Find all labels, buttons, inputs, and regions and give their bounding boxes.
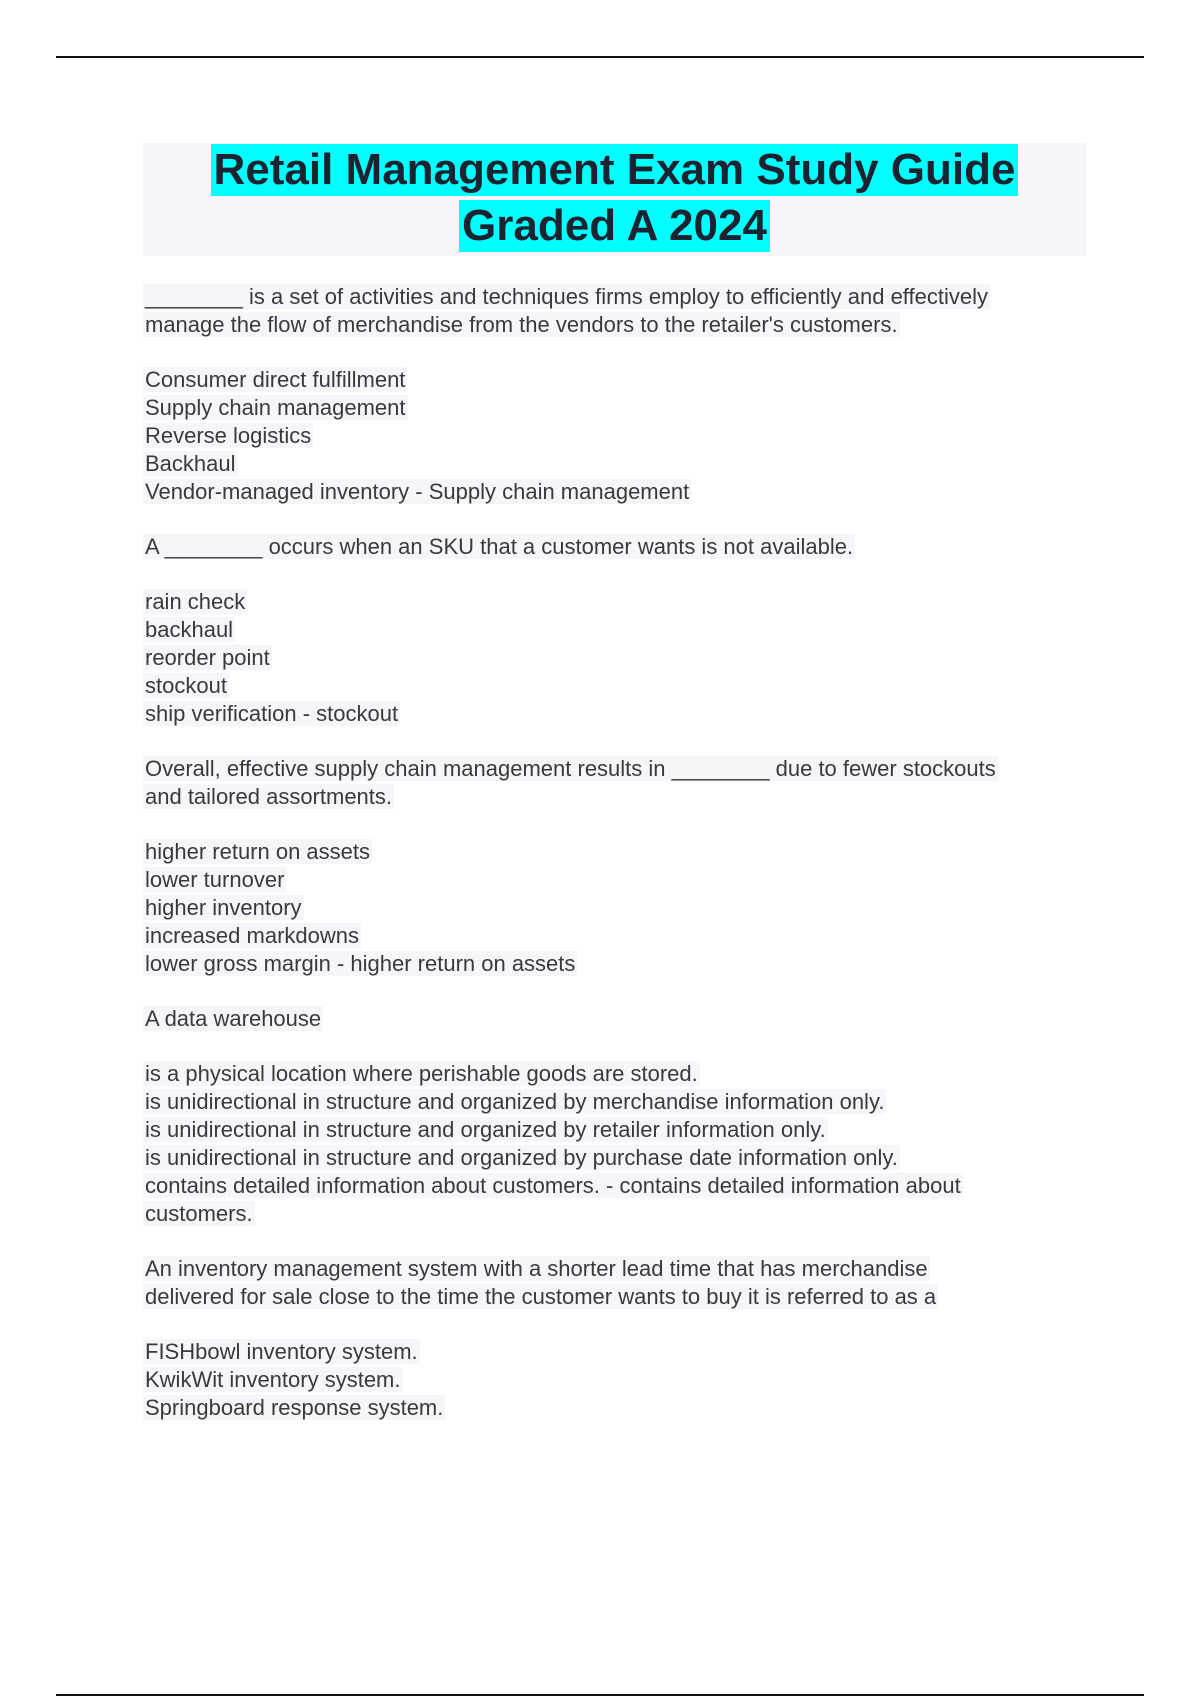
- option-line: FISHbowl inventory system.: [145, 1339, 418, 1364]
- option-line-answer: customers.: [145, 1201, 253, 1226]
- page-top-rule: [56, 56, 1144, 58]
- text-line: ________ is a set of activities and techniques firms employ to efficiently and effectively: [145, 284, 988, 309]
- text-line: A ________ occurs when an SKU that a customer wants is not available.: [145, 534, 854, 559]
- option-line-answer: contains detailed information about customers. - contains detailed information about: [145, 1173, 961, 1198]
- document-body: [145, 283, 1095, 1449]
- question-1: [145, 283, 1095, 339]
- option-line-answer: lower gross margin - higher return on assets: [145, 951, 576, 976]
- question-4: [145, 1005, 1095, 1033]
- option-line: stockout: [145, 673, 227, 698]
- question-5: [145, 1255, 1095, 1311]
- question-3: [145, 755, 1095, 811]
- option-line: is unidirectional in structure and organized by merchandise information only.: [145, 1089, 885, 1114]
- option-line: higher return on assets: [145, 839, 371, 864]
- option-line: reorder point: [145, 645, 270, 670]
- text-line: Overall, effective supply chain management results in ________ due to fewer stockouts: [145, 756, 996, 781]
- option-line: increased markdowns: [145, 923, 359, 948]
- option-line: backhaul: [145, 617, 234, 642]
- option-line: higher inventory: [145, 895, 302, 920]
- option-line-answer: Vendor-managed inventory - Supply chain management: [145, 479, 690, 504]
- text-line: An inventory management system with a shorter lead time that has merchandise: [145, 1256, 928, 1281]
- text-line: A data warehouse: [145, 1006, 322, 1031]
- title-line-1: Retail Management Exam Study Guide: [211, 144, 1019, 196]
- title-line-2: Graded A 2024: [459, 200, 770, 252]
- text-line: delivered for sale close to the time the customer wants to buy it is referred to as a: [145, 1284, 937, 1309]
- option-line: rain check: [145, 589, 246, 614]
- option-line-answer: ship verification - stockout: [145, 701, 399, 726]
- option-line: is a physical location where perishable goods are stored.: [145, 1061, 698, 1086]
- answer-options-4: [145, 1060, 1095, 1228]
- option-line: Reverse logistics: [145, 423, 312, 448]
- option-line: Springboard response system.: [145, 1395, 444, 1420]
- page-bottom-rule: [56, 1694, 1144, 1696]
- answer-options-3: [145, 838, 1095, 978]
- document-title: [143, 143, 1086, 256]
- text-line: and tailored assortments.: [145, 784, 393, 809]
- option-line: lower turnover: [145, 867, 285, 892]
- option-line: is unidirectional in structure and organized by retailer information only.: [145, 1117, 826, 1142]
- answer-options-5: [145, 1338, 1095, 1422]
- option-line: Supply chain management: [145, 395, 406, 420]
- option-line: Consumer direct fulfillment: [145, 367, 406, 392]
- option-line: Backhaul: [145, 451, 236, 476]
- question-2: [145, 533, 1095, 561]
- answer-options-2: [145, 588, 1095, 728]
- option-line: KwikWit inventory system.: [145, 1367, 401, 1392]
- text-line: manage the flow of merchandise from the vendors to the retailer's customers.: [145, 312, 898, 337]
- answer-options-1: [145, 366, 1095, 506]
- option-line: is unidirectional in structure and organized by purchase date information only.: [145, 1145, 898, 1170]
